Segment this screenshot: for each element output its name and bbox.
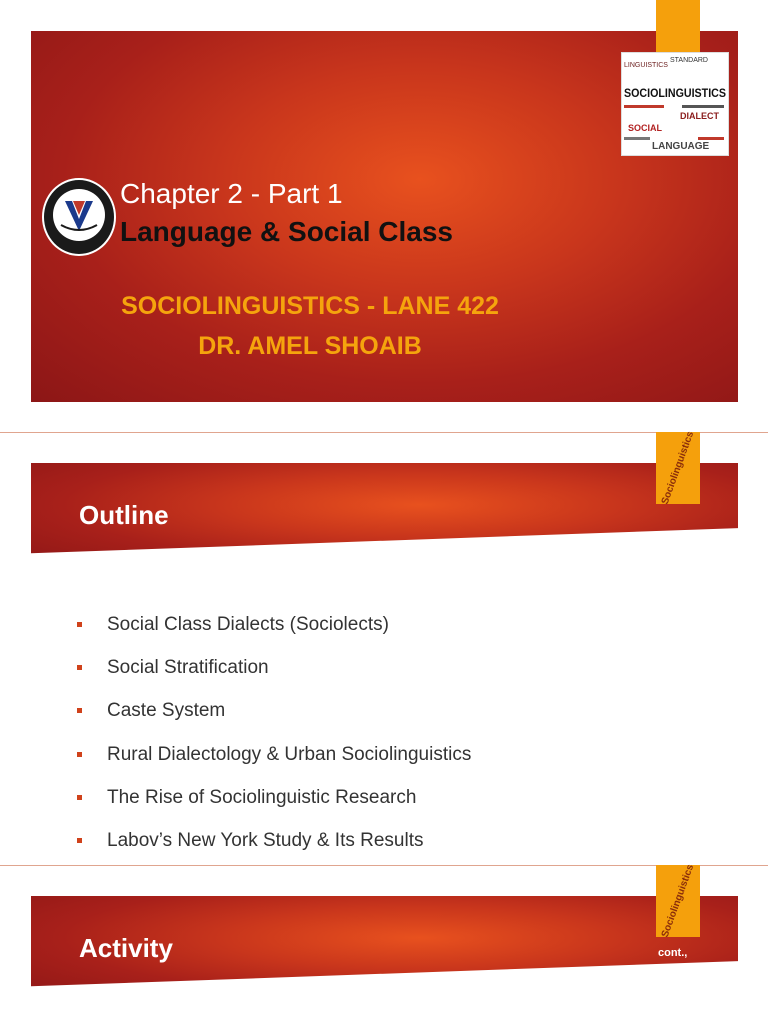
outline-tag (656, 432, 700, 504)
department-seal-logo (42, 178, 116, 256)
activity-tag-text: Sociolinguistics (659, 863, 697, 939)
outline-tag-text: Sociolinguistics (659, 430, 697, 506)
list-item (77, 653, 471, 696)
title-topic: Language & Social Class (120, 216, 453, 247)
list-item (77, 783, 471, 826)
course-name: SOCIOLINGUISTICS - LANE 422 (121, 292, 499, 320)
bullet-icon (77, 795, 82, 800)
title-chapter: Chapter 2 - Part 1 (120, 178, 343, 209)
bullet-icon (77, 622, 82, 627)
list-item (77, 826, 471, 869)
list-item-text: Rural Dialectology & Urban Sociolinguistics (107, 743, 472, 765)
list-item (77, 610, 471, 653)
word-cloud-word: STANDARD (670, 57, 708, 64)
slide-separator (0, 865, 768, 866)
seal-emblem (53, 189, 105, 241)
outline-list (77, 610, 471, 869)
list-item-text: Caste System (107, 700, 226, 722)
word-cloud-word: LINGUISTICS (624, 62, 668, 69)
list-item (77, 696, 471, 739)
list-item (77, 740, 471, 783)
word-cloud-image (621, 52, 729, 156)
slide-separator (0, 432, 768, 433)
bullet-icon (77, 752, 82, 757)
word-cloud-graphic (622, 53, 728, 155)
bullet-icon (77, 665, 82, 670)
word-cloud-word: SOCIOLINGUISTICS (624, 88, 727, 100)
list-item-text: Social Stratification (107, 657, 269, 679)
list-item-text: Labov’s New York Study & Its Results (107, 829, 424, 851)
bullet-icon (77, 708, 82, 713)
continued-label: cont., (658, 947, 688, 959)
bullet-icon (77, 838, 82, 843)
instructor-name: DR. AMEL SHOAIB (198, 332, 422, 360)
word-cloud-word: DIALECT (680, 111, 719, 121)
seal-emblem-graphic (53, 189, 105, 241)
list-item-text: The Rise of Sociolinguistic Research (107, 786, 417, 808)
word-cloud-word: SOCIAL (628, 123, 663, 133)
activity-heading: Activity (79, 933, 173, 963)
activity-tag (656, 865, 700, 937)
outline-heading: Outline (79, 500, 169, 530)
word-cloud-word: LANGUAGE (652, 141, 710, 152)
title-slide-tag (656, 0, 700, 53)
list-item-text: Social Class Dialects (Sociolects) (107, 614, 389, 635)
